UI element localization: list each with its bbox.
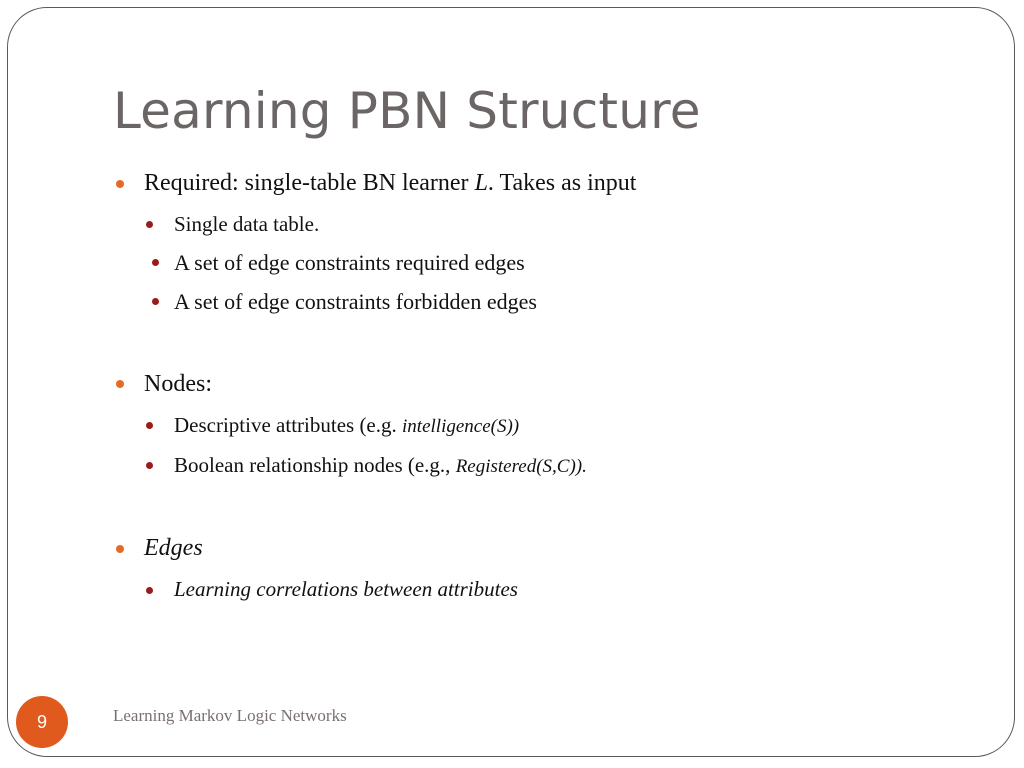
sub-bullet-forbidden-edges: A set of edge constraints forbidden edges — [174, 289, 537, 314]
sub-bullet-dot — [152, 298, 159, 305]
sub-bullet-dot — [146, 587, 153, 594]
bullet-edges: Edges — [144, 535, 203, 561]
slide-footer: Learning Markov Logic Networks — [113, 706, 347, 725]
sub-bullet-required-edges: A set of edge constraints required edges — [174, 250, 525, 275]
sub-bullet-dot — [146, 221, 153, 228]
slide-title: Learning PBN Structure — [113, 82, 701, 140]
page-number: 9 — [36, 711, 47, 732]
sub-bullet-learning-correlations: Learning correlations between attributes — [174, 577, 518, 601]
sub-bullet-descriptive-attributes: Descriptive attributes (e.g. intelligence(S)) — [174, 413, 520, 437]
bullet-dot — [116, 380, 124, 388]
page-number-badge — [16, 696, 68, 748]
bullet-dot — [116, 180, 124, 188]
sub-bullet-dot — [152, 259, 159, 266]
bullet-required: Required: single-table BN learner L. Takes as input — [144, 170, 637, 196]
bullet-nodes: Nodes: — [144, 371, 212, 397]
sub-bullet-boolean-nodes: Boolean relationship nodes (e.g., Registered(S,C)). — [174, 453, 587, 477]
bullet-dot — [116, 545, 124, 553]
sub-bullet-data-table: Single data table. — [174, 212, 320, 236]
sub-bullet-dot — [146, 462, 153, 469]
sub-bullet-dot — [146, 422, 153, 429]
